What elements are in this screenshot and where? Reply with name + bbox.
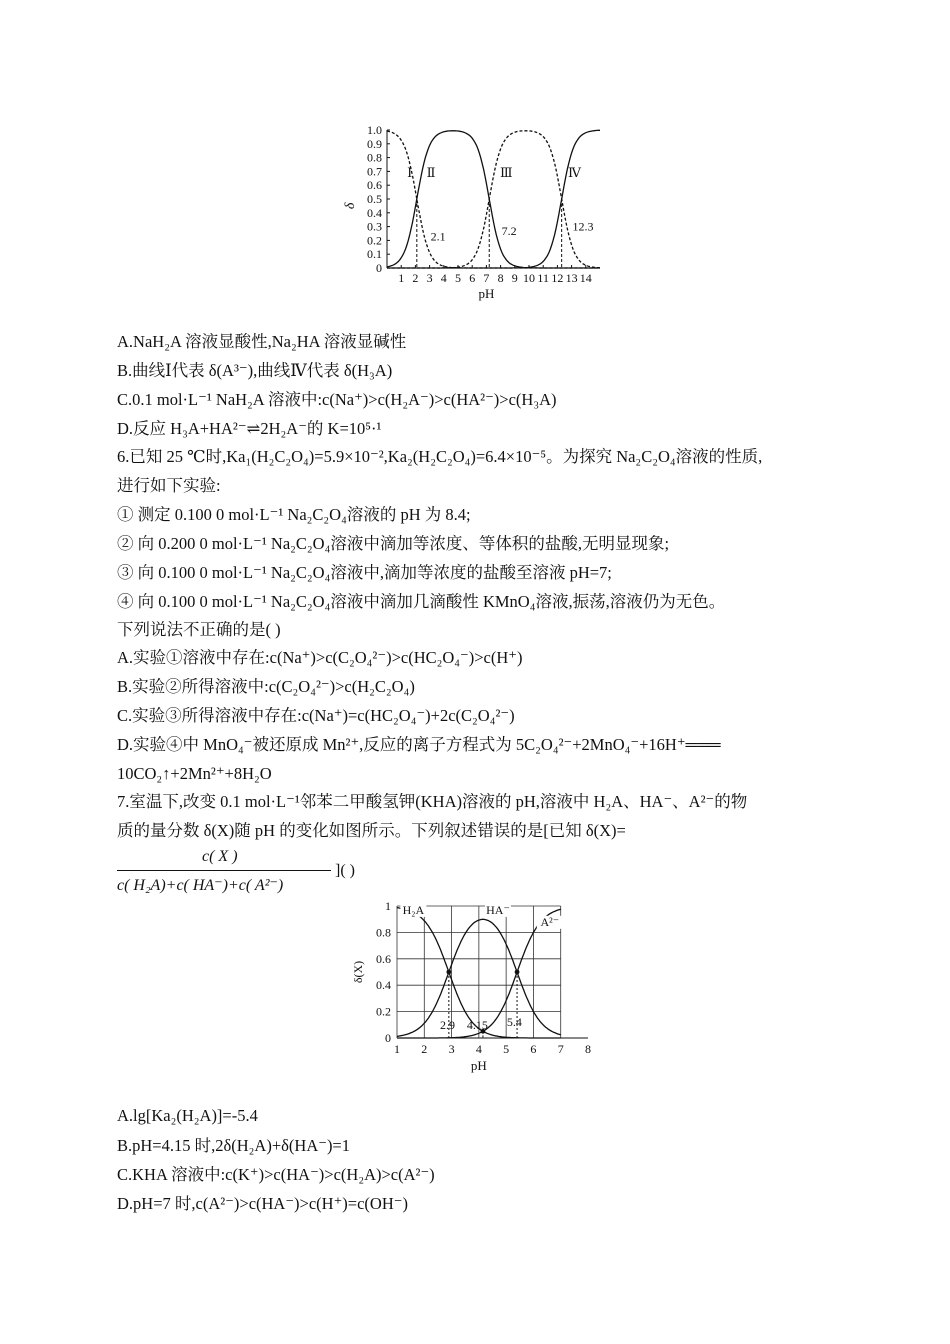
pka-annotation: 12.3 — [572, 219, 594, 234]
y-tick-label: 0.2 — [376, 1004, 391, 1019]
fraction-bar — [117, 870, 331, 871]
curve-label: Ⅲ — [500, 164, 513, 180]
fraction-numerator: c( X ) — [202, 848, 238, 865]
y-tick-label: 0 — [385, 1031, 391, 1045]
q7-stem-line-2: 质的量分数 δ(X)随 pH 的变化如图所示。下列叙述错误的是[已知 δ(X)= — [117, 821, 626, 840]
q6-option-d: D.实验④中 MnO₄⁻被还原成 Mn²⁺,反应的离子方程式为 5C₂O₄²⁻+2MnO₄⁻+16H⁺═══ — [117, 735, 721, 754]
curve-1 — [387, 131, 600, 268]
q6-option-a: A.实验①溶液中存在:c(Na⁺)>c(C₂O₄²⁻)>c(HC₂O₄⁻)>c(H⁺) — [117, 648, 523, 667]
x-axis-label: pH — [470, 1058, 487, 1073]
y-axis-label: δ — [343, 202, 358, 210]
q6-question: 下列说法不正确的是( ) — [117, 620, 281, 639]
chart-1-svg — [340, 118, 630, 308]
x-tick-label: 3 — [448, 1042, 455, 1056]
y-tick-label: 0.2 — [367, 233, 382, 248]
fraction-tail: ]( ) — [335, 862, 355, 879]
x-tick-label: 1 — [394, 1042, 400, 1056]
x-tick-label: 8 — [585, 1042, 591, 1056]
curve-3 — [387, 131, 600, 268]
q6-experiment-4: ④ 向 0.100 0 mol·L⁻¹ Na₂C₂O₄溶液中滴加几滴酸性 KMnO₄溶液,振荡,溶液仍为无色。 — [117, 592, 726, 611]
y-tick-label: 0.6 — [376, 951, 391, 966]
x-tick-label: 7 — [557, 1042, 564, 1056]
x-tick-label: 14 — [579, 271, 592, 285]
x-tick-label: 8 — [497, 271, 504, 285]
y-tick-label: 0.4 — [367, 205, 382, 220]
pka-annotation: 2.9 — [439, 1017, 455, 1032]
q7-option-c: C.KHA 溶液中:c(K⁺)>c(HA⁻)>c(H₂A)>c(A²⁻) — [117, 1165, 435, 1184]
x-axis-label: pH — [478, 286, 495, 301]
curve-label: Ⅰ — [407, 164, 413, 180]
x-tick-label: 9 — [511, 271, 518, 285]
y-tick-label: 0.8 — [376, 925, 391, 940]
x-tick-label: 4 — [475, 1042, 482, 1056]
y-tick-label: 0.5 — [367, 192, 382, 206]
x-tick-label: 13 — [565, 271, 578, 285]
y-tick-label: 0.1 — [367, 247, 382, 262]
q6-option-c: C.实验③所得溶液中存在:c(Na⁺)=c(HC₂O₄⁻)+2c(C₂O₄²⁻) — [117, 706, 515, 725]
x-tick-label: 2 — [421, 1042, 428, 1056]
q6-option-d-continued: 10CO₂↑+2Mn²⁺+8H₂O — [117, 764, 272, 783]
x-tick-label: 7 — [483, 271, 490, 285]
q6-stem-line-2: 进行如下实验: — [117, 476, 221, 495]
y-tick-label: 0 — [376, 261, 382, 275]
curve-label: Ⅳ — [567, 164, 581, 180]
y-tick-label: 1.0 — [367, 123, 382, 137]
q5-option-d: D.反应 H₃A+HA²⁻⇌2H₂A⁻的 K=10⁵·¹ — [117, 419, 382, 438]
y-tick-label: 0.9 — [367, 136, 382, 151]
x-tick-label: 3 — [426, 271, 433, 285]
x-tick-label: 11 — [537, 271, 549, 285]
curve-2 — [387, 131, 600, 268]
x-tick-label: 1 — [398, 271, 405, 285]
pka-annotation: 5.4 — [506, 1015, 522, 1030]
x-tick-label: 2 — [412, 271, 419, 285]
q7-option-d: D.pH=7 时,c(A²⁻)>c(HA⁻)>c(H⁺)=c(OH⁻) — [117, 1194, 408, 1213]
y-tick-label: 0.8 — [367, 150, 382, 165]
q7-stem-line-1: 7.室温下,改变 0.1 mol·L⁻¹邻苯二甲酸氢钾(KHA)溶液的 pH,溶液中 H₂A、HA⁻、A²⁻的物 — [117, 792, 748, 811]
x-tick-label: 6 — [530, 1042, 537, 1056]
x-tick-label: 5 — [455, 271, 461, 285]
intersection-point — [446, 970, 451, 975]
fraction-denominator: c( H₂A)+c( HA⁻)+c( A²⁻) — [117, 877, 284, 894]
x-tick-label: 5 — [503, 1042, 510, 1056]
series-label: H₂A — [402, 902, 425, 917]
x-tick-label: 10 — [523, 271, 535, 285]
series-label: HA⁻ — [486, 902, 510, 917]
q5-option-c: C.0.1 mol·L⁻¹ NaH₂A 溶液中:c(Na⁺)>c(H₂A⁻)>c(HA²⁻)>c(H₃A) — [117, 390, 557, 409]
q5-option-b: B.曲线Ⅰ代表 δ(A³⁻),曲线Ⅳ代表 δ(H₃A) — [117, 361, 393, 380]
y-axis-label: δ(X) — [351, 960, 365, 984]
y-tick-label: 0.7 — [367, 164, 382, 179]
q7-option-b: B.pH=4.15 时,2δ(H₂A)+δ(HA⁻)=1 — [117, 1136, 350, 1155]
q5-option-a: A.NaH₂A 溶液显酸性,Na₂HA 溶液显碱性 — [117, 332, 407, 351]
x-tick-label: 6 — [469, 271, 476, 285]
q7-option-a: A.lg[Ka₂(H₂A)]=-5.4 — [117, 1106, 258, 1125]
y-tick-label: 1 — [385, 899, 391, 913]
pka-annotation: 7.2 — [501, 223, 517, 238]
q6-experiment-1: ① 测定 0.100 0 mol·L⁻¹ Na₂C₂O₄溶液的 pH 为 8.4; — [117, 505, 471, 524]
q6-experiment-3: ③ 向 0.100 0 mol·L⁻¹ Na₂C₂O₄溶液中,滴加等浓度的盐酸至溶液 pH=7; — [117, 563, 612, 582]
series-label: A²⁻ — [540, 914, 560, 929]
intersection-point — [515, 970, 520, 975]
curve-4 — [387, 130, 600, 268]
chart-1 — [340, 118, 630, 308]
x-tick-label: 4 — [440, 271, 447, 285]
chart-2 — [348, 898, 608, 1080]
y-tick-label: 0.4 — [376, 978, 391, 993]
y-tick-label: 0.6 — [367, 178, 382, 193]
q6-stem-line-1: 6.已知 25 ℃时,Ka₁(H₂C₂O₄)=5.9×10⁻²,Ka₂(H₂C₂O₄)=6.4×10⁻⁵。为探究 Na₂C₂O₄溶液的性质, — [117, 447, 763, 466]
chart-2-svg — [348, 898, 608, 1080]
pka-annotation: 4.15 — [466, 1017, 488, 1032]
x-tick-label: 12 — [551, 271, 564, 285]
y-tick-label: 0.3 — [367, 219, 382, 234]
q6-experiment-2: ② 向 0.200 0 mol·L⁻¹ Na₂C₂O₄溶液中滴加等浓度、等体积的盐酸,无明显现象; — [117, 534, 670, 553]
pka-annotation: 2.1 — [430, 229, 446, 244]
q6-option-b: B.实验②所得溶液中:c(C₂O₄²⁻)>c(H₂C₂O₄) — [117, 677, 415, 696]
curve-label: Ⅱ — [426, 164, 436, 180]
